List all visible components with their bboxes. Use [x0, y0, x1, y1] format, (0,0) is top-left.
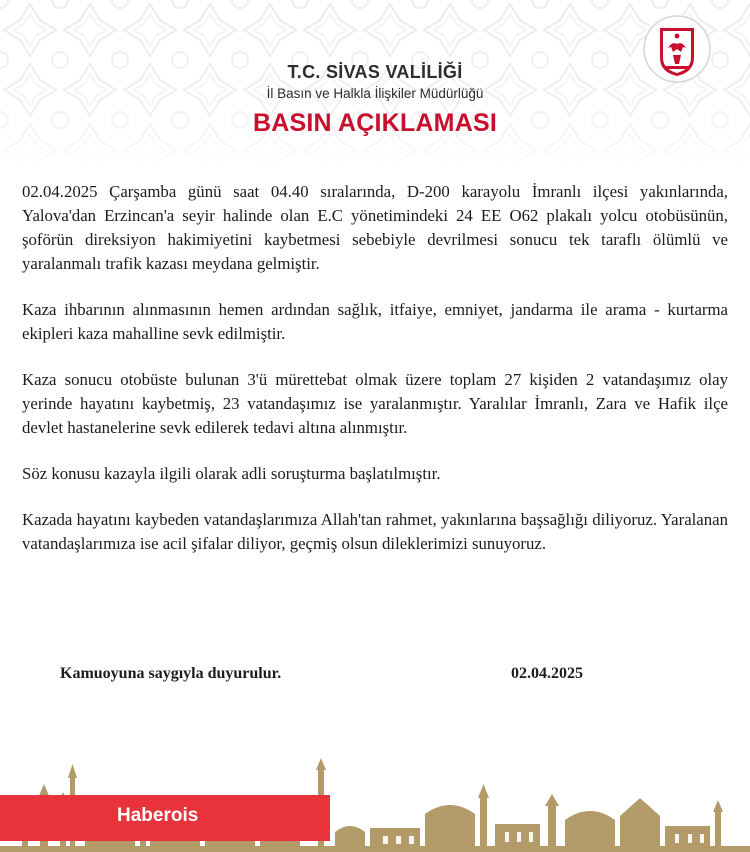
org-subtitle: İl Basın ve Halkla İlişkiler Müdürlüğü	[266, 86, 484, 101]
closing-note: Kamuoyuna saygıyla duyurulur.	[60, 665, 282, 682]
press-release-body	[22, 180, 728, 578]
body-paragraph: Kazada hayatını kaybeden vatandaşlarımıza Allah'tan rahmet, yakınlarına başsağlığı diliyoruz. Yaralanan vatandaşlarımıza ise acil şifalar diliyor, geçmiş olsun dileklerimizi sunuyoruz.	[22, 510, 728, 553]
org-title: T.C. SİVAS VALİLİĞİ	[287, 62, 463, 82]
watermark-label: Haberois	[117, 805, 199, 826]
closing-date: 02.04.2025	[511, 665, 583, 682]
body-paragraph: 02.04.2025 Çarşamba günü saat 04.40 sıralarında, D-200 karayolu İmranlı ilçesi yakınlarında, Yalova'dan Erzincan'a seyir halinde olan E.C yönetimindeki 24 EE O62 plakalı yolcu otobüsünün, şoförün direksiyon hakimiyetini kaybetmesi sebebiyle devrilmesi sonucu tek taraflı ölümlü ve yaralanmalı trafik kazası meydana gelmiştir.	[22, 182, 728, 273]
body-paragraph: Söz konusu kazayla ilgili olarak adli soruşturma başlatılmıştır.	[22, 464, 441, 483]
header-geometric-pattern	[0, 0, 750, 170]
body-paragraph: Kaza ihbarının alınmasının hemen ardından sağlık, itfaiye, emniyet, jandarma ile arama - kurtarma ekipleri kaza mahalline sevk edilmiştir.	[22, 300, 728, 343]
body-paragraph: Kaza sonucu otobüste bulunan 3'ü mürettebat olmak üzere toplam 27 kişiden 2 vatandaşımız olay yerinde hayatını kaybetmiş, 23 vatandaşımız ise yaralanmıştır. Yaralılar İmranlı, Zara ve Hafik ilçe devlet hastanelerine sevk edilerek tedavi altına alınmıştır.	[22, 370, 728, 437]
document-heading: BASIN AÇIKLAMASI	[253, 109, 497, 137]
